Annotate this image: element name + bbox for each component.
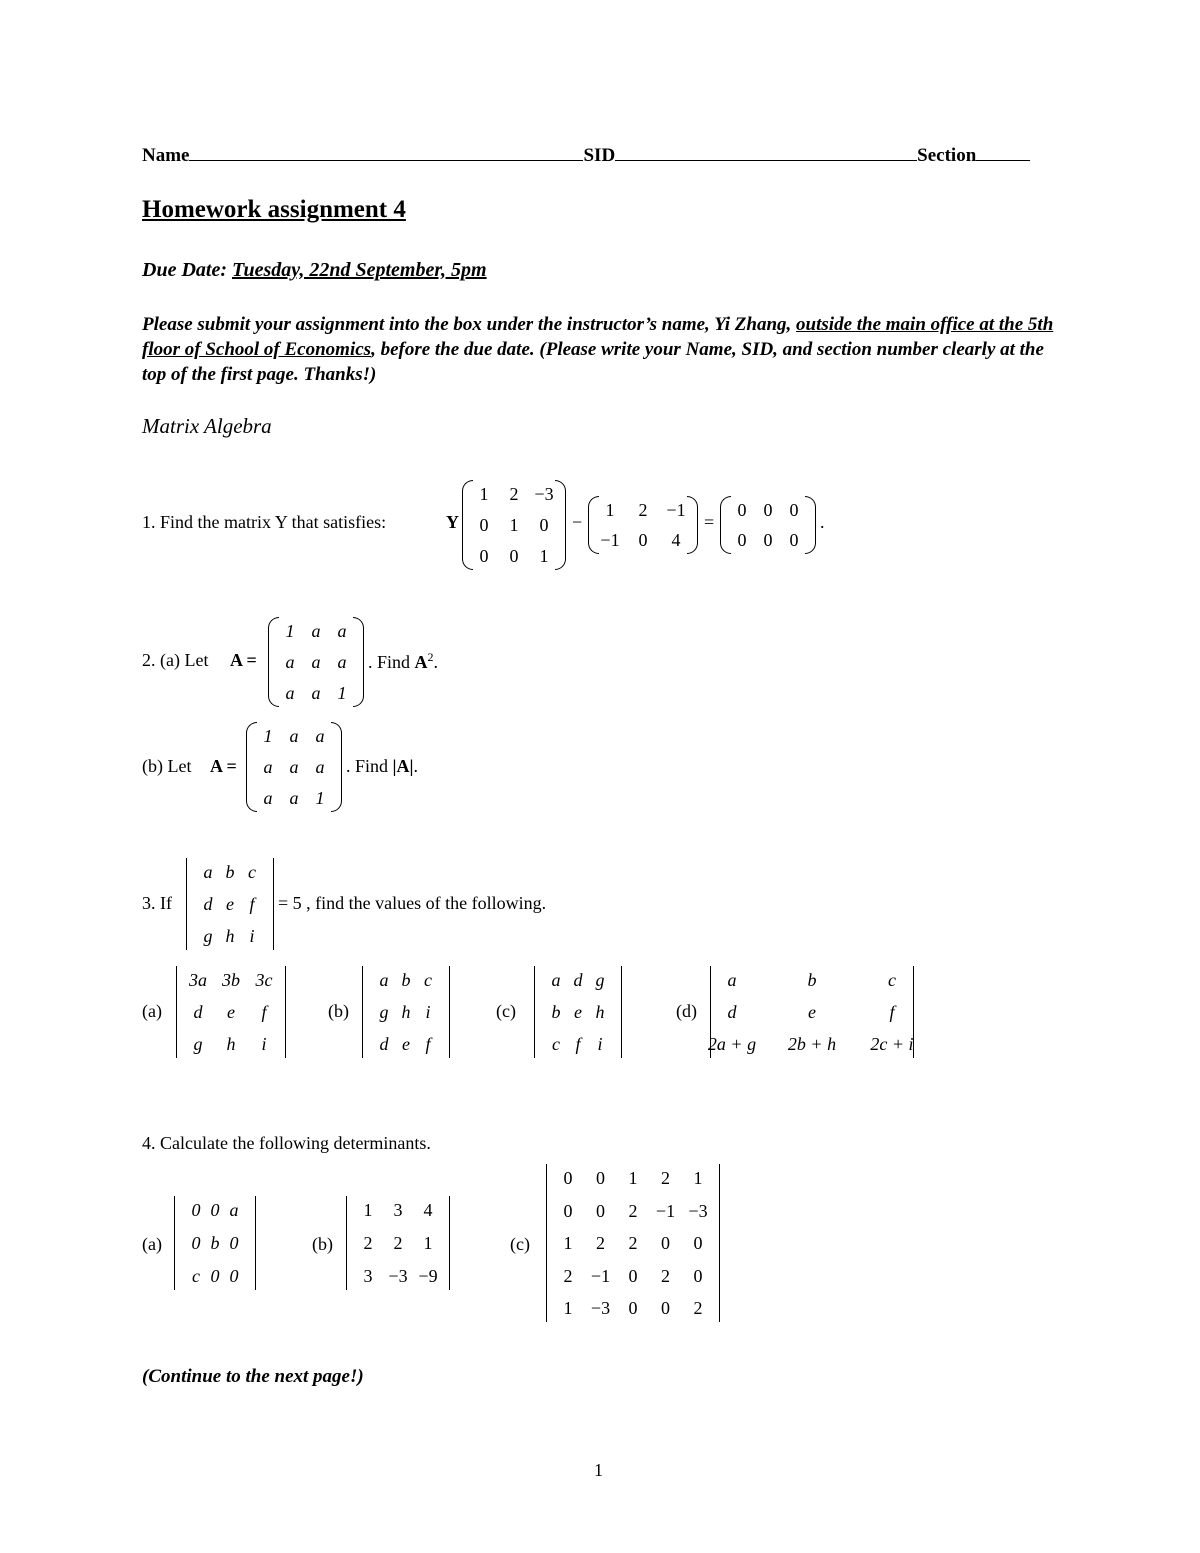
q3d-determinant-cell: 2a + g	[707, 1034, 757, 1054]
q4c-determinant-cell: 0	[563, 1200, 573, 1221]
q3-determinant-cell: d	[203, 894, 213, 914]
q1-matrix-1-cell: 1	[509, 515, 519, 535]
q3d-determinant-cell: d	[727, 1002, 737, 1022]
q2b-find-text: . Find	[346, 756, 393, 776]
q4c-determinant-cell: −3	[590, 1298, 611, 1318]
q2a-matrix-cell: a	[337, 652, 347, 672]
q2a-exponent: 2	[427, 650, 434, 664]
q1-matrix-1-cell: 0	[479, 515, 489, 535]
q3-determinant-cell: f	[249, 894, 255, 914]
q3a-determinant-cell: 3c	[255, 970, 273, 990]
q3d-determinant-cell: e	[808, 1002, 816, 1022]
q4c-determinant-cell: 2	[563, 1265, 573, 1286]
q1-matrix-1-cell: −3	[534, 484, 554, 504]
instructions-part1: Please submit your assignment into the box under the instructor’s name, Yi Zhang,	[142, 314, 797, 335]
q3-suffix: = 5 , find the values of the following.	[278, 893, 547, 913]
q2b-matrix-cell: 1	[263, 726, 273, 746]
q4c-determinant-cell: 1	[563, 1233, 573, 1253]
q4c-determinant-cell: 0	[628, 1298, 638, 1318]
q4a-determinant	[174, 1196, 256, 1290]
instructions-location: outside the main office at the 5th floor of School of Economics	[142, 314, 1054, 360]
q4c-determinant-cell: 2	[693, 1298, 703, 1318]
q3b-determinant	[362, 966, 450, 1058]
q4a-determinant-cell: a	[229, 1200, 239, 1220]
q4b-determinant-cell: 2	[393, 1233, 403, 1253]
sid-blank	[615, 144, 917, 161]
q1-matrix-1-cell: 0	[539, 515, 549, 535]
submission-instructions	[142, 312, 1054, 387]
q2b-matrix-cell: a	[289, 757, 299, 777]
q1-matrix-2-cell: −1	[666, 500, 686, 520]
q3-determinant-cell: e	[226, 894, 234, 914]
q2a-text: 2. (a) Let	[142, 650, 209, 670]
q3c-determinant-cell: g	[595, 970, 605, 990]
q3a-determinant-cell: 3a	[189, 970, 207, 990]
q3d-determinant-cell: 2b + h	[787, 1034, 837, 1054]
q3c-determinant-cell: b	[551, 1002, 561, 1022]
q3b-determinant-cell: i	[425, 1002, 431, 1022]
q2b-matrix-cell: a	[289, 726, 299, 746]
q4c-label: (c)	[510, 1234, 530, 1254]
q3d-determinant-cell: f	[889, 1002, 895, 1022]
q3a-determinant-cell: f	[261, 1002, 267, 1022]
q2a-matrix	[268, 617, 364, 707]
q2b-matrix-cell: a	[263, 788, 273, 808]
q2b-end: .	[413, 756, 418, 776]
q3b-determinant-cell: g	[379, 1002, 389, 1022]
q1-matrix-3	[720, 496, 816, 554]
q4b-determinant-cell: −3	[388, 1266, 408, 1286]
q1-matrix-1-cell: 1	[479, 484, 489, 504]
q4a-determinant-cell: 0	[210, 1200, 220, 1220]
q2b-matrix-cell: a	[315, 726, 325, 746]
q3a-determinant	[176, 966, 286, 1058]
page-number: 1	[594, 1460, 603, 1480]
page-title: Homework assignment 4	[142, 196, 406, 223]
q2a-end: .	[433, 652, 439, 672]
q3c-determinant-cell: h	[595, 1002, 605, 1022]
q2b-detA: |A|	[392, 756, 414, 776]
q4c-determinant-cell: 0	[596, 1200, 605, 1221]
q1-matrix-2-cell: −1	[600, 530, 620, 550]
q4b-determinant-cell: 2	[363, 1233, 373, 1253]
q4b-label: (b)	[312, 1234, 333, 1254]
q4c-determinant-cell: 1	[628, 1168, 638, 1188]
q3b-determinant-cell: b	[401, 970, 411, 990]
name-label: Name	[142, 145, 190, 166]
q1-matrix-2-cell: 2	[638, 500, 648, 520]
q3d-determinant-cell: a	[727, 970, 737, 990]
q1-matrix-1-cell: 0	[509, 546, 519, 566]
q4b-determinant-cell: 1	[363, 1200, 373, 1220]
q4b-determinant-cell: −9	[418, 1266, 438, 1286]
q3-prefix: 3. If	[142, 893, 172, 913]
q3d-determinant	[707, 966, 914, 1058]
q3b-determinant-cell: h	[401, 1002, 411, 1022]
q2a-matrix-cell: a	[311, 621, 321, 641]
q1-matrix-1-cell: 0	[479, 546, 489, 566]
q3-determinant-cell: b	[225, 862, 235, 882]
q3c-determinant-cell: i	[597, 1034, 603, 1054]
q1-matrix-2-cell: 0	[638, 530, 648, 550]
q4c-determinant-cell: 1	[693, 1168, 703, 1188]
q4c-determinant-cell: −1	[590, 1265, 611, 1286]
q3d-determinant-cell: c	[888, 970, 896, 990]
q4a-determinant-cell: b	[210, 1233, 220, 1253]
q2a-matrix-cell: 1	[285, 621, 295, 641]
q3a-determinant-cell: i	[261, 1034, 267, 1054]
due-value: Tuesday, 22nd September, 5pm	[231, 259, 487, 281]
q3-determinant-cell: c	[248, 862, 256, 882]
q1-matrix-2	[588, 496, 698, 554]
name-blank	[189, 144, 583, 161]
q2a-matrix-cell: a	[285, 683, 295, 703]
q4a-determinant-cell: 0	[229, 1233, 239, 1253]
q1-matrix-2-cell: 1	[605, 500, 615, 520]
q1-period: .	[820, 512, 825, 532]
q3-determinant-cell: a	[203, 862, 213, 882]
q1-text: 1. Find the matrix Y that satisfies:	[142, 512, 387, 532]
q3a-determinant-cell: g	[193, 1034, 203, 1054]
q4b-determinant-cell: 1	[423, 1233, 433, 1253]
q4c-determinant-cell: 1	[563, 1298, 573, 1318]
section-title: Matrix Algebra	[142, 414, 272, 438]
q2a-matrix-cell: a	[337, 621, 347, 641]
instructions-part3: , before the due date. (Please write your Name, SID, and section number clearly at the top of the first page. Thanks!)	[142, 339, 1044, 385]
q3-determinant	[186, 858, 274, 950]
q1-matrix-3-cell: 0	[737, 500, 747, 520]
q4c-determinant-cell: 2	[628, 1200, 638, 1221]
q4-text: 4. Calculate the following determinants.	[142, 1133, 431, 1153]
q1-matrix-3-cell: 0	[789, 500, 799, 520]
q2a-matrix-cell: a	[285, 652, 295, 672]
q3-determinant-cell: i	[249, 926, 255, 946]
q2b-matrix-cell: a	[263, 757, 273, 777]
q3a-label: (a)	[142, 1001, 162, 1021]
q1-matrix-1-cell: 2	[509, 484, 519, 504]
q3c-determinant-cell: a	[551, 970, 561, 990]
q4b-determinant-cell: 3	[363, 1266, 373, 1286]
q4c-determinant-cell: −1	[655, 1200, 676, 1221]
section-label: Section	[917, 145, 977, 166]
q2a-find-text: . Find	[368, 652, 415, 672]
due-label: Due Date:	[142, 259, 232, 281]
student-info-header	[142, 144, 1054, 168]
q4c-determinant-cell: 2	[628, 1233, 638, 1253]
q4b-determinant	[346, 1196, 450, 1290]
q4a-determinant-cell: 0	[191, 1200, 201, 1220]
q3c-determinant	[534, 966, 622, 1058]
q4c-determinant-cell: 0	[596, 1168, 605, 1188]
q4c-determinant-cell: 2	[596, 1233, 605, 1253]
q4c-determinant-cell: 0	[693, 1233, 703, 1253]
q4c-determinant-cell: 2	[661, 1265, 670, 1286]
q2a-find	[368, 650, 438, 673]
q4a-determinant-cell: c	[192, 1266, 200, 1286]
q3d-determinant-cell: b	[807, 970, 817, 990]
q4b-determinant-cell: 3	[393, 1200, 403, 1220]
q3d-label: (d)	[676, 1001, 697, 1021]
q3a-determinant-cell: h	[226, 1034, 236, 1054]
q3c-determinant-cell: c	[552, 1034, 560, 1054]
q3b-determinant-cell: c	[424, 970, 432, 990]
q3d-determinant-cell: 2c + i	[870, 1034, 914, 1054]
q4a-determinant-cell: 0	[191, 1233, 201, 1253]
sid-label: SID	[583, 145, 616, 166]
q4b-determinant-cell: 4	[423, 1200, 433, 1220]
q3b-determinant-cell: a	[379, 970, 389, 990]
q3a-determinant-cell: d	[193, 1002, 203, 1022]
q3b-determinant-cell: f	[425, 1034, 431, 1054]
q3c-label: (c)	[496, 1001, 516, 1021]
due-date	[142, 259, 487, 282]
q3a-determinant-cell: 3b	[222, 970, 240, 990]
q2a-A: A	[414, 652, 428, 672]
q1-minus: −	[572, 512, 583, 532]
q2b-text: (b) Let	[142, 756, 192, 776]
q2b-find	[346, 756, 418, 777]
q4a-determinant-cell: 0	[210, 1266, 220, 1286]
q3a-determinant-cell: e	[227, 1002, 235, 1022]
q2b-matrix	[246, 722, 342, 812]
q3c-determinant-cell: f	[575, 1034, 581, 1054]
q4c-determinant-cell: −3	[688, 1200, 708, 1221]
q1-matrix-2-cell: 4	[671, 530, 681, 550]
q2a-matrix-cell: a	[311, 652, 321, 672]
q4c-determinant-cell: 0	[661, 1298, 670, 1318]
q2b-matrix-cell: a	[289, 788, 299, 808]
q1-matrix-3-cell: 0	[789, 530, 799, 550]
q2b-matrix-cell: a	[315, 757, 325, 777]
q4c-determinant-cell: 0	[563, 1168, 573, 1188]
q3b-determinant-cell: e	[402, 1034, 410, 1054]
q1-matrix-3-cell: 0	[763, 500, 773, 520]
section-blank	[976, 144, 1030, 161]
q3-determinant-cell: g	[203, 926, 213, 946]
q3c-determinant-cell: e	[574, 1002, 582, 1022]
q3c-determinant-cell: d	[573, 970, 583, 990]
q1-matrix-3-cell: 0	[737, 530, 747, 550]
q2a-A-eq: A =	[230, 650, 257, 670]
q4c-determinant-cell: 0	[661, 1233, 670, 1253]
continue-note: (Continue to the next page!)	[142, 1366, 364, 1387]
q4c-determinant	[546, 1164, 720, 1322]
q4c-determinant-cell: 2	[661, 1168, 670, 1188]
q1-matrix-1-cell: 1	[539, 546, 549, 566]
q4a-label: (a)	[142, 1234, 162, 1254]
q1-matrix-1	[462, 480, 566, 570]
q1-equals: =	[704, 512, 715, 532]
q4a-determinant-cell: 0	[229, 1266, 239, 1286]
q3-determinant-cell: h	[225, 926, 235, 946]
q4c-determinant-cell: 0	[628, 1265, 638, 1286]
q4c-determinant-cell: 0	[693, 1265, 703, 1286]
q1-matrix-3-cell: 0	[763, 530, 773, 550]
q2b-A-eq: A =	[210, 756, 237, 776]
q2a-matrix-cell: 1	[337, 683, 347, 703]
q3b-label: (b)	[328, 1001, 349, 1021]
q3b-determinant-cell: d	[379, 1034, 389, 1054]
q2b-matrix-cell: 1	[315, 788, 325, 808]
q2a-matrix-cell: a	[311, 683, 321, 703]
q1-Y: Y	[446, 512, 459, 532]
